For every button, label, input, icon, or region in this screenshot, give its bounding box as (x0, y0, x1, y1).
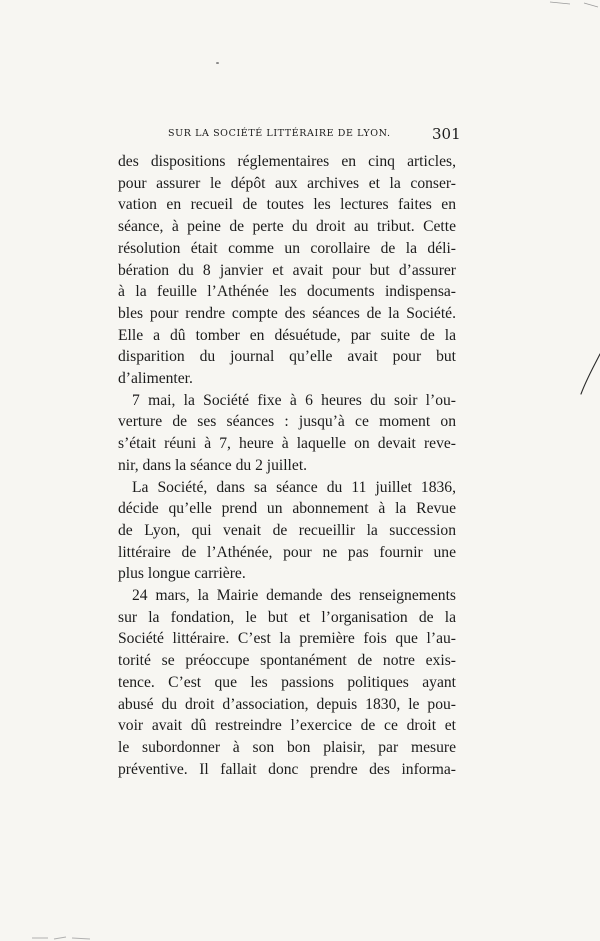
paragraph-4 (118, 585, 456, 780)
paragraph-3 (118, 477, 456, 586)
text-line: Elle a dû tomber en désuétude, par suite de la (118, 326, 456, 344)
paragraph-2 (118, 390, 456, 477)
text-line: tence. C’est que les passions politiques ayant (118, 673, 456, 691)
text-line: abusé du droit d’association, depuis 1830, le pou- (118, 695, 456, 713)
text-line: bles pour rendre compte des séances de la Société. (118, 304, 456, 322)
text-line: sur la fondation, le but et l’organisation de la (118, 608, 456, 626)
text-line: littéraire de l’Athénée, pour ne pas fournir une (118, 543, 456, 561)
paragraph-1 (118, 151, 456, 390)
text-line: torité se préoccupe spontanément de notre exis- (118, 652, 456, 670)
text-line: verture de ses séances : jusqu’à ce moment on (118, 413, 456, 431)
text-line: disparition du journal qu’elle avait pour but (118, 348, 456, 366)
text-line: décide qu’elle prend un abonnement à la Revue (118, 500, 456, 518)
running-title: SUR LA SOCIÉTÉ LITTÉRAIRE DE LYON. (168, 128, 391, 139)
text-line: résolution était comme un corollaire de la déli- (118, 239, 456, 257)
text-line: pour assurer le dépôt aux archives et la conser- (118, 174, 456, 192)
text-line: 24 mars, la Mairie demande des renseignements (132, 587, 456, 605)
text-line: préventive. Il fallait donc prendre des informa- (118, 760, 456, 778)
bottom-scan-mark (30, 934, 130, 941)
text-line: Société littéraire. C’est la première fois que l’au- (118, 630, 456, 648)
speck-mark (216, 62, 219, 64)
text-line: vation en recueil de toutes les lectures faites en (118, 196, 456, 214)
body-text (118, 151, 456, 780)
text-line: de Lyon, qui venait de recueillir la succession (118, 521, 456, 539)
text-line: des dispositions réglementaires en cinq articles, (118, 153, 456, 170)
page-number: 301 (432, 125, 461, 143)
corner-scan-mark (540, 0, 600, 20)
text-line: d’alimenter. (118, 370, 193, 388)
text-line: nir, dans la séance du 2 juillet. (118, 456, 308, 474)
margin-pencil-mark (578, 352, 600, 398)
text-line: le subordonner à son bon plaisir, par mesure (118, 738, 456, 756)
text-line: à la feuille l’Athénée les documents indispensa- (118, 283, 456, 301)
text-line: La Société, dans sa séance du 11 juillet 1836, (132, 478, 456, 496)
text-line: séance, à peine de perte du droit au tribut. Cette (118, 218, 456, 236)
text-line: plus longue carrière. (118, 565, 246, 583)
text-line: voir avait dû restreindre l’exercice de ce droit et (118, 717, 456, 735)
text-line: s’était réuni à 7, heure à laquelle on devait reve- (118, 435, 456, 453)
text-line: bération du 8 janvier et avait pour but d’assurer (118, 261, 456, 279)
text-line: 7 mai, la Société fixe à 6 heures du soir l’ou- (132, 391, 456, 409)
